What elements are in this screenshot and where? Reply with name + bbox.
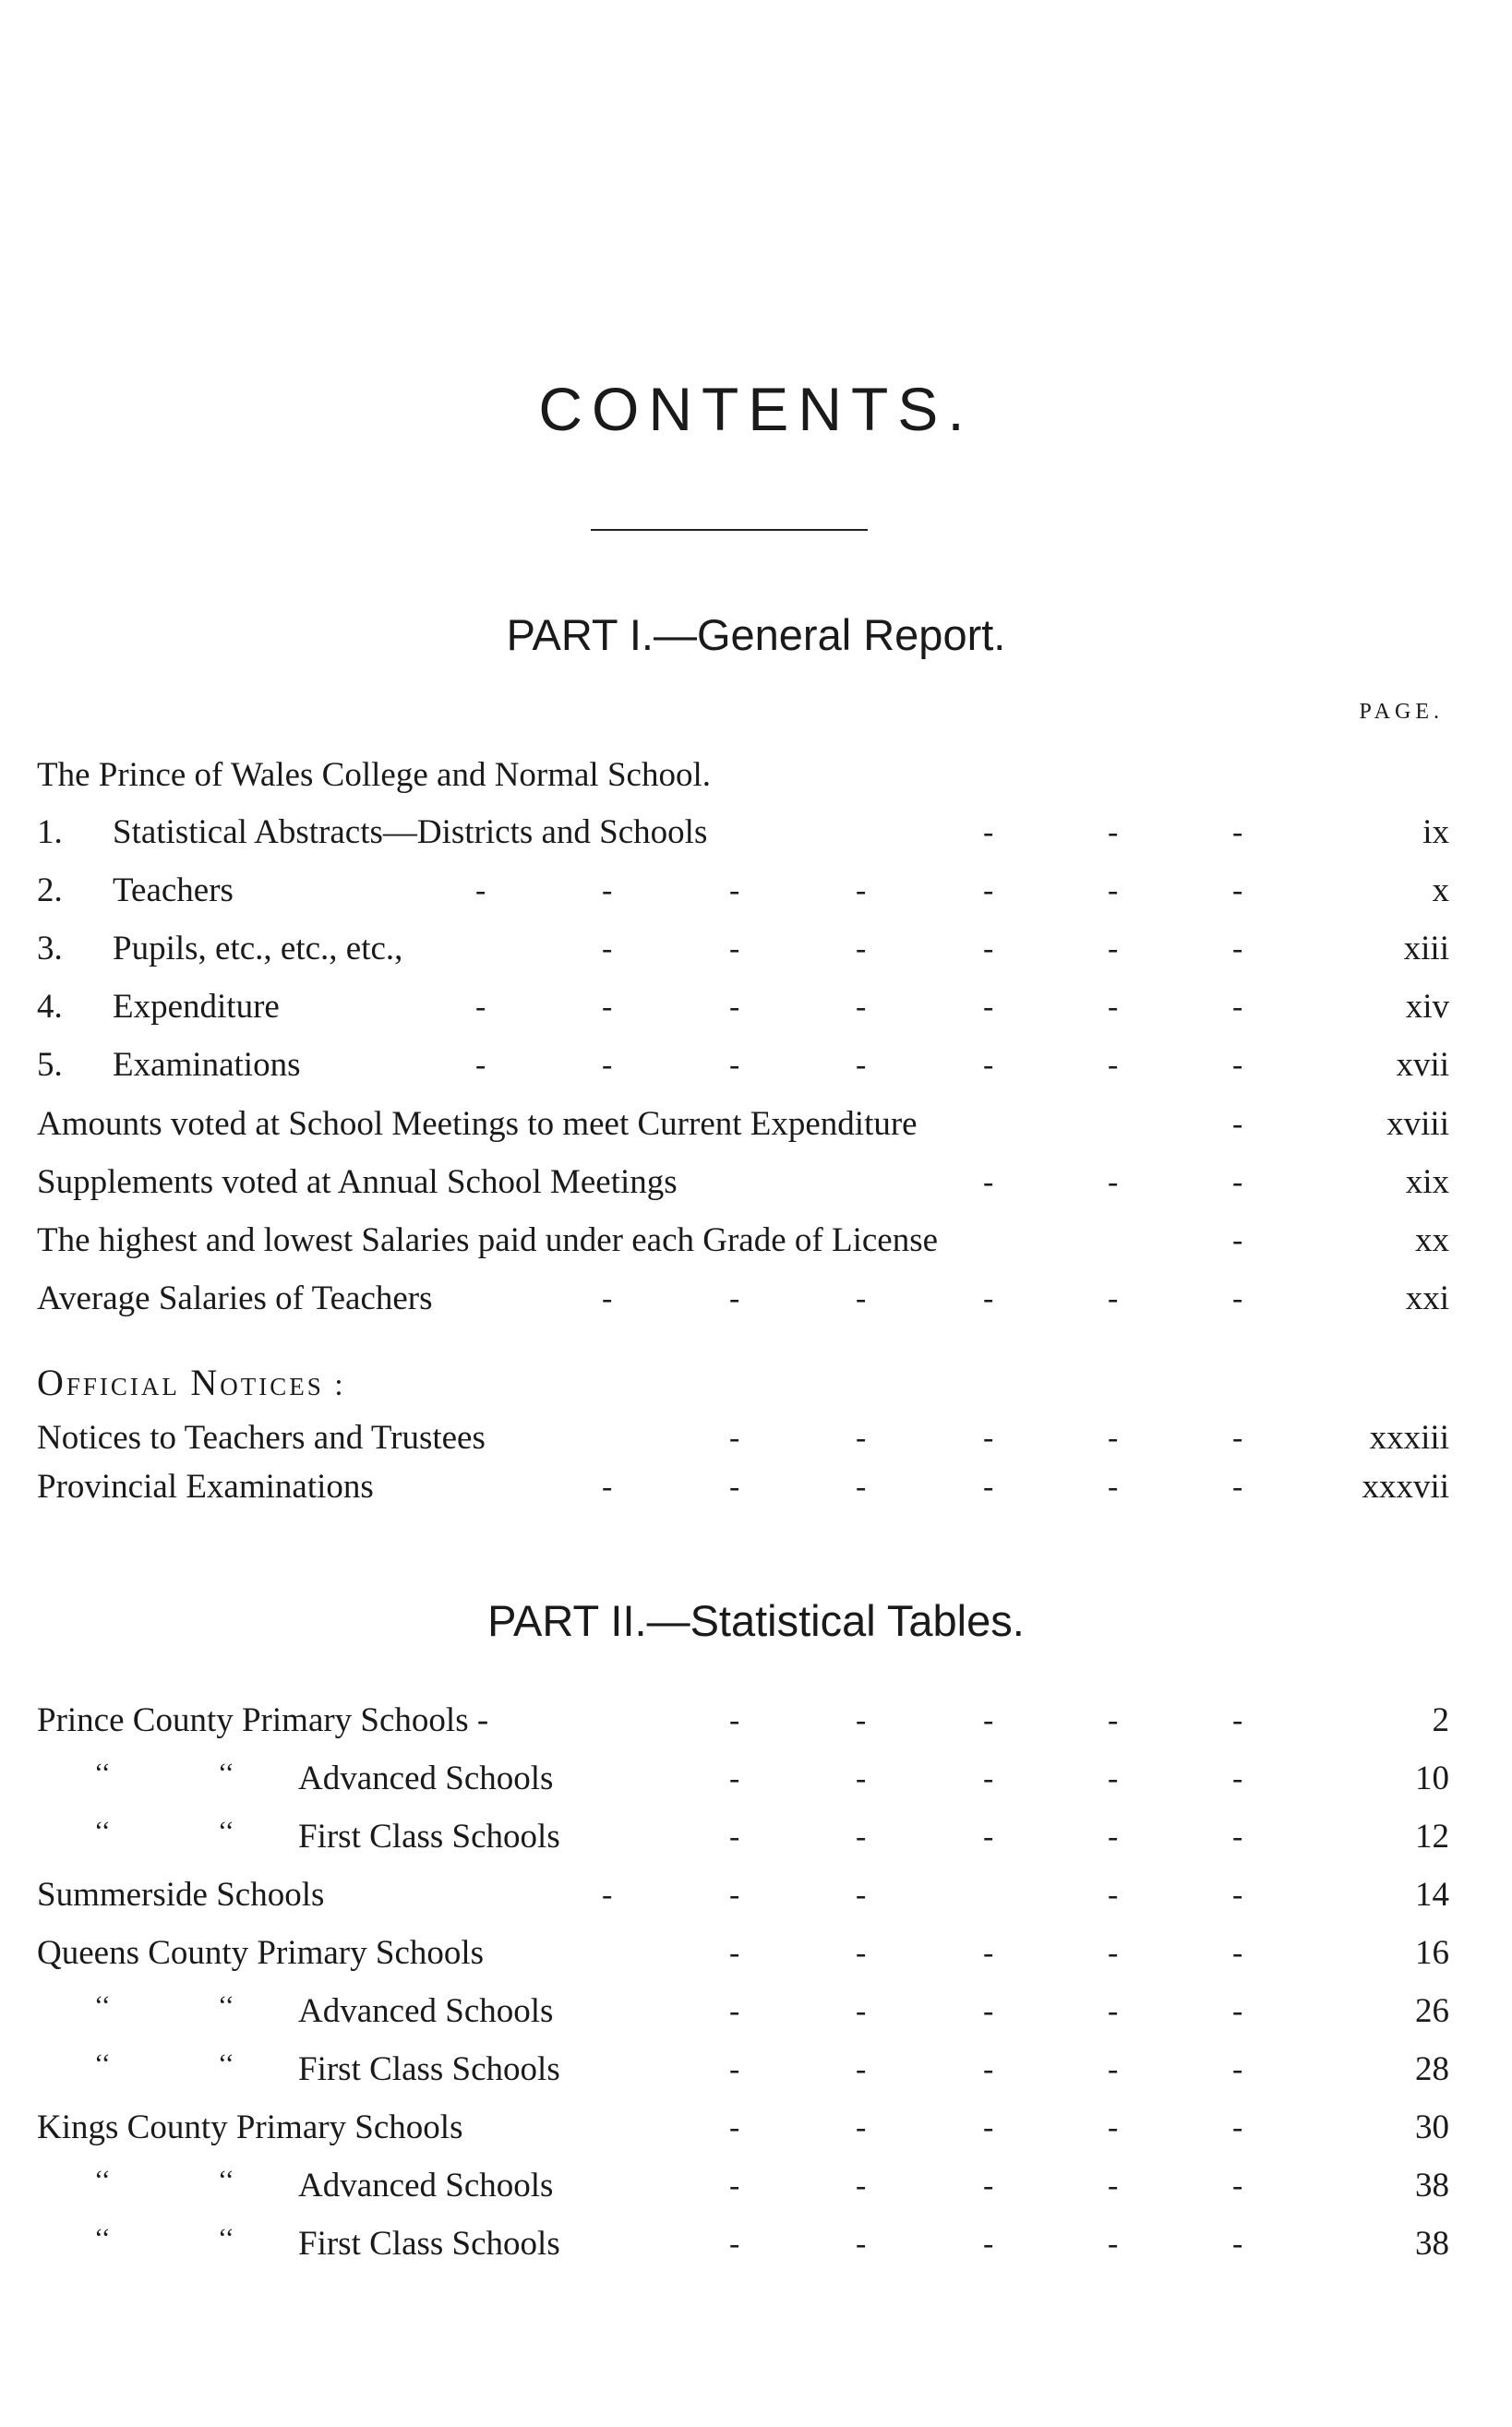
leader-dash: - <box>1232 931 1243 966</box>
leader-dash: - <box>856 990 867 1024</box>
toc-entry <box>37 1928 1449 1979</box>
leader-dash: - <box>983 2110 994 2145</box>
ditto-mark: ‘‘ <box>94 2223 111 2253</box>
entry-text: Prince County Primary Schools - <box>37 1701 489 1739</box>
entry-page: 26 <box>1415 1992 1449 2030</box>
leader-dash: - <box>1108 1761 1119 1796</box>
leader-dash: - <box>1108 1470 1119 1504</box>
leader-dash: - <box>602 931 613 966</box>
entry-number: 5. <box>37 1046 63 1084</box>
entry-text: The highest and lowest Salaries paid under each Grade of License <box>37 1221 939 1259</box>
toc-entry <box>37 865 1449 917</box>
leader-dash: - <box>983 1281 994 1316</box>
entry-text: Notices to Teachers and Trustees <box>37 1419 486 1457</box>
toc-entry <box>37 1157 1449 1208</box>
entry-text: Pupils, etc., etc., etc., <box>113 930 403 967</box>
entry-text: First Class Schools <box>298 2050 560 2088</box>
leader-dash: - <box>1232 1165 1243 1199</box>
toc-entry <box>37 1273 1449 1325</box>
leader-dash: - <box>1232 2110 1243 2145</box>
leader-dash: - <box>856 1470 867 1504</box>
toc-entry <box>37 1461 1449 1513</box>
ditto-mark: ‘‘ <box>94 1816 111 1846</box>
leader-dash: - <box>729 1936 740 1970</box>
entry-page: 2 <box>1432 1701 1449 1739</box>
page-column-label: PAGE. <box>1359 700 1444 724</box>
entry-text: Summerside Schools <box>37 1876 325 1914</box>
leader-dash: - <box>983 931 994 966</box>
leader-dash: - <box>1108 931 1119 966</box>
leader-dash: - <box>729 2110 740 2145</box>
leader-dash: - <box>856 2110 867 2145</box>
toc-entry <box>37 1753 1449 1805</box>
toc-entry <box>37 1412 1449 1464</box>
entry-page: xxi <box>1405 1280 1449 1317</box>
entry-text: Queens County Primary Schools <box>37 1934 485 1972</box>
entry-number: 4. <box>37 988 63 1026</box>
leader-dash: - <box>856 2169 867 2203</box>
leader-dash: - <box>983 2227 994 2261</box>
toc-entry <box>37 2102 1449 2154</box>
entry-page: xxxvii <box>1362 1468 1449 1506</box>
leader-dash: - <box>729 1048 740 1082</box>
leader-dash: - <box>729 1761 740 1796</box>
leader-dash: - <box>1108 2227 1119 2261</box>
leader-dash: - <box>1108 2169 1119 2203</box>
leader-dash: - <box>1232 2227 1243 2261</box>
leader-dash: - <box>1232 1470 1243 1504</box>
leader-dash: - <box>983 1703 994 1737</box>
entry-page: 38 <box>1415 2225 1449 2263</box>
entry-page: xxxiii <box>1369 1419 1449 1457</box>
leader-dash: - <box>729 1820 740 1854</box>
entry-page: 16 <box>1415 1934 1449 1972</box>
leader-dash: - <box>983 1421 994 1455</box>
ditto-mark: ‘‘ <box>218 1816 234 1846</box>
entry-number: 2. <box>37 871 63 909</box>
leader-dash: - <box>856 1761 867 1796</box>
ditto-mark: ‘‘ <box>94 2165 111 2195</box>
leader-dash: - <box>1232 990 1243 1024</box>
leader-dash: - <box>1108 1165 1119 1199</box>
toc-entry <box>37 2044 1449 2096</box>
leader-dash: - <box>1108 873 1119 907</box>
ditto-mark: ‘‘ <box>218 2165 234 2195</box>
leader-dash: - <box>729 931 740 966</box>
leader-dash: - <box>729 873 740 907</box>
entry-page: xviii <box>1386 1105 1449 1143</box>
part2-heading: PART II.—Statistical Tables. <box>487 1596 1025 1645</box>
leader-dash: - <box>1232 1421 1243 1455</box>
leader-dash: - <box>1108 1281 1119 1316</box>
leader-dash: - <box>729 1281 740 1316</box>
entry-text: Advanced Schools <box>298 1992 554 2030</box>
leader-dash: - <box>856 1281 867 1316</box>
leader-dash: - <box>729 1421 740 1455</box>
leader-dash: - <box>1108 1421 1119 1455</box>
toc-entry <box>37 1811 1449 1863</box>
leader-dash: - <box>1232 1223 1243 1257</box>
ditto-mark: ‘‘ <box>94 1758 111 1788</box>
entry-page: 14 <box>1415 1876 1449 1914</box>
toc-entry <box>37 1099 1449 1150</box>
leader-dash: - <box>729 1703 740 1737</box>
leader-dash: - <box>475 873 486 907</box>
toc-entry <box>37 981 1449 1033</box>
entry-text: Expenditure <box>113 988 280 1026</box>
entry-text: Examinations <box>113 1046 301 1084</box>
entry-text: Kings County Primary Schools <box>37 2109 463 2146</box>
ditto-mark: ‘‘ <box>94 1990 111 2021</box>
leader-dash: - <box>729 1878 740 1912</box>
leader-dash: - <box>1108 1994 1119 2028</box>
leader-dash: - <box>1108 1703 1119 1737</box>
entry-page: 12 <box>1415 1818 1449 1856</box>
leader-dash: - <box>1232 1936 1243 1970</box>
toc-entry <box>37 2218 1449 2270</box>
leader-dash: - <box>1108 1878 1119 1912</box>
leader-dash: - <box>602 1048 613 1082</box>
entry-text: Supplements voted at Annual School Meetings <box>37 1163 678 1201</box>
entry-text: Teachers <box>113 871 234 909</box>
official-notices-label: OFFICIAL NOTICES : <box>37 1362 346 1403</box>
leader-dash: - <box>1232 1107 1243 1141</box>
entry-text: The Prince of Wales College and Normal School. <box>37 756 711 794</box>
leader-dash: - <box>1108 2052 1119 2086</box>
toc-entry <box>37 1215 1449 1267</box>
leader-dash: - <box>602 1470 613 1504</box>
entry-page: xvii <box>1396 1046 1449 1084</box>
leader-dash: - <box>729 1470 740 1504</box>
entry-page: ix <box>1422 813 1449 851</box>
leader-dash: - <box>983 2052 994 2086</box>
leader-dash: - <box>856 1936 867 1970</box>
leader-dash: - <box>983 990 994 1024</box>
title-rule <box>591 529 868 531</box>
leader-dash: - <box>1108 1820 1119 1854</box>
leader-dash: - <box>475 990 486 1024</box>
entry-page: x <box>1432 871 1449 909</box>
entry-text: First Class Schools <box>298 1818 560 1856</box>
toc-entry <box>37 923 1449 975</box>
leader-dash: - <box>983 815 994 849</box>
ditto-mark: ‘‘ <box>218 1990 234 2021</box>
leader-dash: - <box>1108 2110 1119 2145</box>
entry-page: 10 <box>1415 1760 1449 1797</box>
leader-dash: - <box>602 990 613 1024</box>
leader-dash: - <box>983 873 994 907</box>
ditto-mark: ‘‘ <box>218 2049 234 2079</box>
leader-dash: - <box>1232 2052 1243 2086</box>
toc-entry <box>37 750 1449 801</box>
ditto-mark: ‘‘ <box>94 2049 111 2079</box>
leader-dash: - <box>1232 1878 1243 1912</box>
leader-dash: - <box>602 1878 613 1912</box>
leader-dash: - <box>983 1761 994 1796</box>
leader-dash: - <box>856 931 867 966</box>
toc-entry <box>37 1869 1449 1921</box>
leader-dash: - <box>856 873 867 907</box>
toc-entry <box>37 1039 1449 1091</box>
toc-entry <box>37 1695 1449 1747</box>
entry-text: Amounts voted at School Meetings to meet Current Expenditure <box>37 1105 918 1143</box>
leader-dash: - <box>856 2227 867 2261</box>
entry-number: 1. <box>37 813 63 851</box>
leader-dash: - <box>1108 1048 1119 1082</box>
entry-text: Provincial Examinations <box>37 1468 374 1506</box>
leader-dash: - <box>1232 1703 1243 1737</box>
toc-entry <box>37 807 1449 859</box>
leader-dash: - <box>856 1421 867 1455</box>
leader-dash: - <box>1108 815 1119 849</box>
leader-dash: - <box>1108 1936 1119 1970</box>
leader-dash: - <box>983 2169 994 2203</box>
leader-dash: - <box>856 1820 867 1854</box>
leader-dash: - <box>983 1994 994 2028</box>
leader-dash: - <box>1232 1048 1243 1082</box>
leader-dash: - <box>1232 1820 1243 1854</box>
leader-dash: - <box>729 1994 740 2028</box>
leader-dash: - <box>1232 1281 1243 1316</box>
leader-dash: - <box>1232 1994 1243 2028</box>
entry-page: xiv <box>1405 988 1449 1026</box>
ditto-mark: ‘‘ <box>218 1758 234 1788</box>
leader-dash: - <box>983 1470 994 1504</box>
leader-dash: - <box>983 1165 994 1199</box>
entry-page: xx <box>1415 1221 1449 1259</box>
entry-text: Advanced Schools <box>298 1760 554 1797</box>
entry-text: Average Salaries of Teachers <box>37 1280 433 1317</box>
page-title: CONTENTS. <box>538 375 974 443</box>
leader-dash: - <box>602 873 613 907</box>
entry-page: xix <box>1405 1163 1449 1201</box>
leader-dash: - <box>983 1048 994 1082</box>
leader-dash: - <box>856 2052 867 2086</box>
leader-dash: - <box>729 2227 740 2261</box>
entry-page: 38 <box>1415 2167 1449 2205</box>
leader-dash: - <box>856 1878 867 1912</box>
leader-dash: - <box>983 1936 994 1970</box>
leader-dash: - <box>729 2052 740 2086</box>
toc-entry <box>37 1986 1449 2037</box>
toc-entry <box>37 2160 1449 2212</box>
leader-dash: - <box>856 1994 867 2028</box>
leader-dash: - <box>729 990 740 1024</box>
entry-text: Advanced Schools <box>298 2167 554 2205</box>
entry-page: xiii <box>1403 930 1449 967</box>
entry-number: 3. <box>37 930 63 967</box>
leader-dash: - <box>1232 2169 1243 2203</box>
entry-text: First Class Schools <box>298 2225 560 2263</box>
entry-page: 30 <box>1415 2109 1449 2146</box>
leader-dash: - <box>1108 990 1119 1024</box>
leader-dash: - <box>602 1281 613 1316</box>
leader-dash: - <box>1232 1761 1243 1796</box>
part1-heading: PART I.—General Report. <box>506 610 1006 659</box>
leader-dash: - <box>475 1048 486 1082</box>
leader-dash: - <box>1232 873 1243 907</box>
leader-dash: - <box>856 1703 867 1737</box>
entry-text: Statistical Abstracts—Districts and Schools <box>113 813 708 851</box>
entry-page: 28 <box>1415 2050 1449 2088</box>
leader-dash: - <box>856 1048 867 1082</box>
ditto-mark: ‘‘ <box>218 2223 234 2253</box>
leader-dash: - <box>983 1820 994 1854</box>
leader-dash: - <box>1232 815 1243 849</box>
leader-dash: - <box>729 2169 740 2203</box>
